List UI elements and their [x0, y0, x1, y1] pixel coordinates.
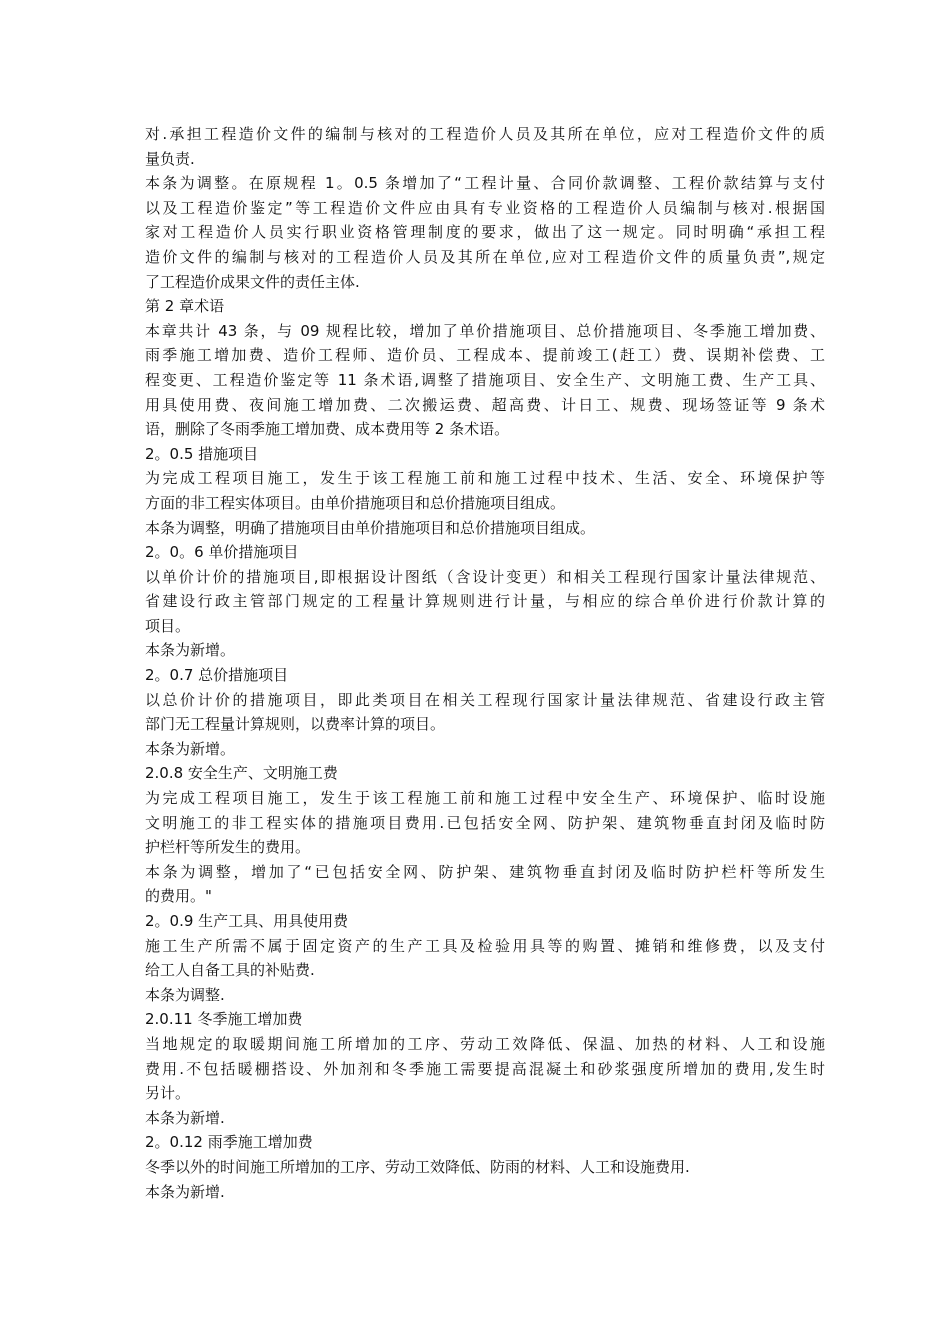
text-line: 本条为新增。 [145, 739, 236, 758]
text-line: 本条为新增. [145, 1108, 225, 1127]
text-line: 2。0.7 总价措施项目 [145, 666, 289, 685]
text-line: 施工生产所需不属于固定资产的生产工具及检验用具等的购置、摊销和维修费，以及支付 [145, 936, 825, 955]
text-line: 的费用。" [145, 887, 212, 906]
text-line: 造价文件的编制与核对的工程造价人员及其所在单位,应对工程造价文件的质量负责”,规定 [145, 247, 825, 266]
text-line: 本条为调整. [145, 985, 225, 1004]
text-line: 部门无工程量计算规则，以费率计算的项目。 [145, 715, 446, 734]
text-line: 冬季以外的时间施工所增加的工序、劳动工效降低、防雨的材料、人工和设施费用. [145, 1157, 690, 1176]
text-line: 语，删除了冬雨季施工增加费、成本费用等 2 条术语。 [145, 420, 510, 439]
text-line: 为完成工程项目施工，发生于该工程施工前和施工过程中技术、生活、安全、环境保护等 [145, 469, 825, 488]
text-line: 第 2 章术语 [145, 297, 225, 316]
text-line: 本条为新增. [145, 1182, 225, 1201]
text-line: 为完成工程项目施工，发生于该工程施工前和施工过程中安全生产、环境保护、临时设施 [145, 789, 825, 808]
text-line: 雨季施工增加费、造价工程师、造价员、工程成本、提前竣工(赶工）费、误期补偿费、工 [145, 346, 825, 365]
text-line: 本条为调整，明确了措施项目由单价措施项目和总价措施项目组成。 [145, 518, 596, 537]
text-line: 项目。 [145, 616, 191, 635]
text-line: 量负责. [145, 149, 195, 168]
text-line: 2。0.9 生产工具、用具使用费 [145, 912, 349, 930]
text-line: 用具使用费、夜间施工增加费、二次搬运费、超高费、计日工、规费、现场签证等 9 条术 [145, 395, 825, 414]
document-body [145, 122, 825, 1204]
text-line: 以总价计价的措施项目，即此类项目在相关工程现行国家计量法律规范、省建设行政主管 [145, 690, 825, 709]
text-line: 方面的非工程实体项目。由单价措施项目和总价措施项目组成。 [145, 493, 566, 512]
text-line: 以及工程造价鉴定”等工程造价文件应由具有专业资格的工程造价人员编制与核对.根据国 [145, 198, 825, 217]
text-line: 本章共计 43 条，与 09 规程比较，增加了单价措施项目、总价措施项目、冬季施工增加费、 [145, 321, 825, 340]
text-line: 2.0.11 冬季施工增加费 [145, 1010, 303, 1029]
text-line: 省建设行政主管部门规定的工程量计算规则进行计量，与相应的综合单价进行价款计算的 [145, 592, 825, 611]
text-line: 以单价计价的措施项目,即根据设计图纸（含设计变更）和相关工程现行国家计量法律规范、 [145, 567, 825, 586]
text-line: 费用.不包括暖棚搭设、外加剂和冬季施工需要提高混凝土和砂浆强度所增加的费用,发生时 [145, 1059, 825, 1078]
text-line: 2。0.12 雨季施工增加费 [145, 1133, 313, 1152]
text-line: 护栏杆等所发生的费用。 [145, 838, 311, 857]
text-line: 本条为调整。在原规程 1。0.5 条增加了“工程计量、合同价款调整、工程价款结算与支付 [145, 174, 825, 193]
text-line: 当地规定的取暖期间施工所增加的工序、劳动工效降低、保温、加热的材料、人工和设施 [145, 1034, 825, 1053]
text-line: 家对工程造价人员实行职业资格管理制度的要求，做出了这一规定。同时明确“承担工程 [145, 223, 825, 242]
text-line: 程变更、工程造价鉴定等 11 条术语,调整了措施项目、安全生产、文明施工费、生产工具、 [145, 370, 825, 389]
text-line: 2.0.8 安全生产、文明施工费 [145, 764, 338, 783]
text-line: 2。0.5 措施项目 [145, 444, 259, 463]
text-line: 2。0。6 单价措施项目 [145, 543, 299, 562]
text-line: 另计。 [145, 1084, 191, 1103]
text-line: 对.承担工程造价文件的编制与核对的工程造价人员及其所在单位，应对工程造价文件的质 [145, 125, 825, 143]
text-line: 本条为新增。 [145, 641, 236, 660]
text-line: 给工人自备工具的补贴费. [145, 961, 315, 980]
text-line: 文明施工的非工程实体的措施项目费用.已包括安全网、防护架、建筑物垂直封闭及临时防 [145, 813, 825, 832]
text-line: 了工程造价成果文件的责任主体. [145, 272, 360, 291]
text-line: 本条为调整，增加了“已包括安全网、防护架、建筑物垂直封闭及临时防护栏杆等所发生 [145, 862, 825, 881]
